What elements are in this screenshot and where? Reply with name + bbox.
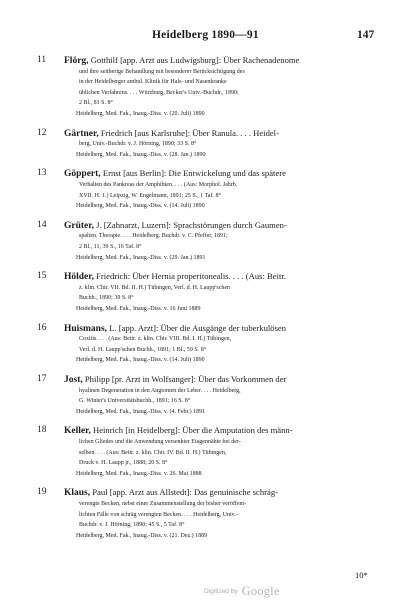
entry-number: 13 bbox=[37, 168, 47, 179]
entry-line: Buchh., 1890; 39 S. 8° bbox=[79, 295, 134, 302]
entry-author: Gärtner, bbox=[64, 128, 99, 139]
entry-text bbox=[64, 323, 364, 366]
entry-line: spalten. Therapie. . . . Heidelberg. Buchdr. v. C. Pfeffer, 1891; bbox=[79, 233, 228, 240]
entry-line: selben. . . . (Aus: Beitr. z. klin. Chir. IV. Bd. II. H.) Tübingen, bbox=[79, 449, 227, 456]
google-watermark bbox=[204, 582, 280, 596]
entry-line: Buchdr. v. J. Hörning, 1890; 45 S., 5 Taf. 8° bbox=[79, 522, 185, 529]
entry-author: Keller, bbox=[64, 426, 91, 437]
entry-title-text: Paul [app. Arzt aus Allstedt]: Das genuinische schräg- bbox=[92, 487, 278, 498]
dissertation-note: Heidelberg, Med. Fak., Inaug.-Diss. v. (4. Febr.) 1891 bbox=[76, 408, 206, 415]
entry-number: 15 bbox=[37, 271, 47, 282]
entry-text bbox=[64, 220, 364, 263]
entry-author: Grüter, bbox=[64, 220, 94, 231]
entry-line: üblichen Verfahrens. . . . Würzburg, Becker's Univ.-Buchdr., 1890; bbox=[79, 89, 239, 96]
entry-line: lichten Fälle von schräg verengten Becken. . . . Heidelberg, Univ.- bbox=[79, 511, 238, 518]
entry-title-text: J. [Zahnarzt, Luzern]: Sprachstörungen durch Gaumen- bbox=[96, 219, 287, 230]
entry-number: 11 bbox=[37, 55, 47, 65]
bibliography-entry bbox=[0, 271, 400, 322]
dissertation-note: Heidelberg, Med. Fak., Inaug.-Diss. v. (14. Juli) 1890 bbox=[76, 203, 205, 210]
entry-author: Flörg, bbox=[64, 56, 89, 66]
dissertation-note: Heidelberg, Med. Fak., Inaug.-Diss. v. (14. Juli) 1890 bbox=[76, 357, 205, 364]
running-header bbox=[0, 29, 400, 45]
bibliography-entry bbox=[0, 168, 400, 219]
entry-number: 17 bbox=[37, 373, 47, 384]
entry-line bbox=[64, 487, 364, 499]
bibliography-entry bbox=[0, 128, 400, 169]
entry-title-text: Heinrich [in Heidelberg]: Über die Amputation des männ- bbox=[92, 425, 293, 436]
entry-text bbox=[64, 271, 364, 314]
dissertation-note: Heidelberg, Med. Fak., Inaug.-Diss. v. (28. Jan.) 1890 bbox=[76, 151, 206, 158]
entry-title-text: Gotthilf [app. Arzt aus Ludwigsburg]: Über Rachenadenome bbox=[90, 55, 300, 65]
bibliography-entry bbox=[0, 487, 400, 549]
entry-number: 16 bbox=[37, 322, 47, 333]
entry-line bbox=[64, 128, 364, 140]
entry-author: Hölder, bbox=[64, 272, 94, 283]
entry-text bbox=[64, 374, 364, 417]
bibliography-entry bbox=[0, 374, 400, 425]
entry-line: 2 Bl., 11, 39 S., 16 Taf. 8° bbox=[79, 243, 142, 250]
entry-line bbox=[64, 374, 364, 386]
dissertation-note: Heidelberg, Med. Fak., Inaug.-Diss. v. (20. Juli) 1890 bbox=[76, 110, 205, 117]
entry-number: 14 bbox=[37, 219, 47, 230]
entry-text bbox=[64, 55, 364, 120]
bibliography-entry bbox=[0, 323, 400, 374]
entry-line bbox=[64, 323, 364, 335]
entry-line bbox=[64, 168, 364, 180]
page-number: 147 bbox=[357, 29, 375, 41]
bibliography-entry bbox=[0, 220, 400, 271]
entry-text bbox=[64, 425, 364, 479]
entry-author: Huismans, bbox=[64, 323, 108, 334]
entry-number: 19 bbox=[37, 487, 47, 498]
bibliography-entry bbox=[0, 425, 400, 487]
entry-line: Verhalten des Pankreas der Amphibien. . . . (Aus: Morphol. Jahrb. bbox=[79, 181, 238, 188]
dissertation-note: Heidelberg, Med. Fak., Inaug.-Diss. v. 26. Mai 1888 bbox=[76, 470, 202, 477]
entry-author: Jost, bbox=[64, 374, 83, 385]
entry-line: verengte Becken, nebst einer Zusammenstellung der bisher veröffent- bbox=[79, 500, 247, 507]
entry-title-text: L. [app. Arzt]: Über die Ausgänge der tuberkulösen bbox=[109, 322, 287, 333]
entry-line: z. klin. Chir. VII. Bd. II. H.) Tübingen, Verl. d. H. Laupp'schen bbox=[79, 284, 231, 291]
signature-mark: 10* bbox=[355, 570, 368, 580]
entry-title-text: Philipp [pr. Arzt in Wolfsanger]: Über das Vorkommen der bbox=[84, 373, 287, 384]
entry-number: 18 bbox=[37, 425, 47, 436]
entry-line: hyalinen Degeneration in den Angiomen der Leber. . . . Heidelberg, bbox=[79, 387, 241, 394]
entry-line: und ihre seitherige Behandlung mit besonderer Berücksichtigung des bbox=[79, 68, 245, 75]
dissertation-note: Heidelberg, Med. Fak., Inaug.-Diss. v. (21. Dez.) 1889 bbox=[76, 532, 208, 539]
entry-title-text: Friedrich [aus Karlsruhe]: Über Ranula. . . . Heidel- bbox=[100, 127, 279, 138]
entry-line: 2 Bl., 81 S. 8° bbox=[79, 100, 113, 107]
entry-line bbox=[64, 220, 364, 232]
entry-line: Verl. d. H. Laupp'schen Buchh., 1891; 1 Bl., 59 S. 8° bbox=[79, 346, 207, 353]
digitized-by-label: Digitized by bbox=[204, 587, 238, 595]
entry-text bbox=[64, 128, 364, 161]
running-title: Heidelberg 1890—91 bbox=[152, 29, 259, 41]
entry-number: 12 bbox=[37, 127, 47, 138]
entry-text bbox=[64, 487, 364, 541]
entry-author: Klaus, bbox=[64, 488, 91, 499]
bibliography-entry bbox=[0, 55, 400, 128]
dissertation-note: Heidelberg, Med. Fak., Inaug.-Diss. v. (29. Jan.) 1891 bbox=[76, 254, 206, 261]
entry-line bbox=[64, 55, 364, 67]
dissertation-note: Heidelberg, Med. Fak., Inaug.-Diss. v. 16 Juni 1889 bbox=[76, 305, 201, 312]
entry-line: Druck v. H. Laupp jr., 1888; 20 S. 8° bbox=[79, 460, 168, 467]
entry-line: berg, Univ.-Buchdr. v. J. Hörning, 1890; 33 S. 8° bbox=[79, 141, 197, 148]
entry-line bbox=[64, 271, 364, 283]
entry-title-text: Ernst [aus Berlin]: Die Entwickelung und das spätere bbox=[102, 168, 286, 179]
entry-text bbox=[64, 168, 364, 211]
entry-line: G. Winter's Universitätsbuchh., 1891; 16 S. 8° bbox=[79, 398, 191, 405]
entry-line: in der Heidelberger ambul. Klinik für Hals- und Nasenkranke bbox=[79, 79, 227, 86]
bibliography-list bbox=[0, 55, 400, 549]
entry-title-text: Friedrich: Über Hernia properitonealis. . . . (Aus: Beitr. bbox=[96, 271, 286, 282]
google-logo: Google bbox=[241, 583, 280, 598]
entry-line: XVII. H. 1.) Leipzig, W. Engelmann, 1891; 25 S., 1 Taf. 8° bbox=[79, 192, 221, 199]
entry-line: lichen Gliedes und die Anwendung versenkter Etagennähte bei der- bbox=[79, 438, 241, 445]
entry-line: Coxitis. . . . (Aus: Beitr. z. klin. Chir. VIII. Bd. I. H.) Tübingen, bbox=[79, 336, 232, 343]
entry-author: Göppert, bbox=[64, 169, 101, 180]
entry-line bbox=[64, 425, 364, 437]
